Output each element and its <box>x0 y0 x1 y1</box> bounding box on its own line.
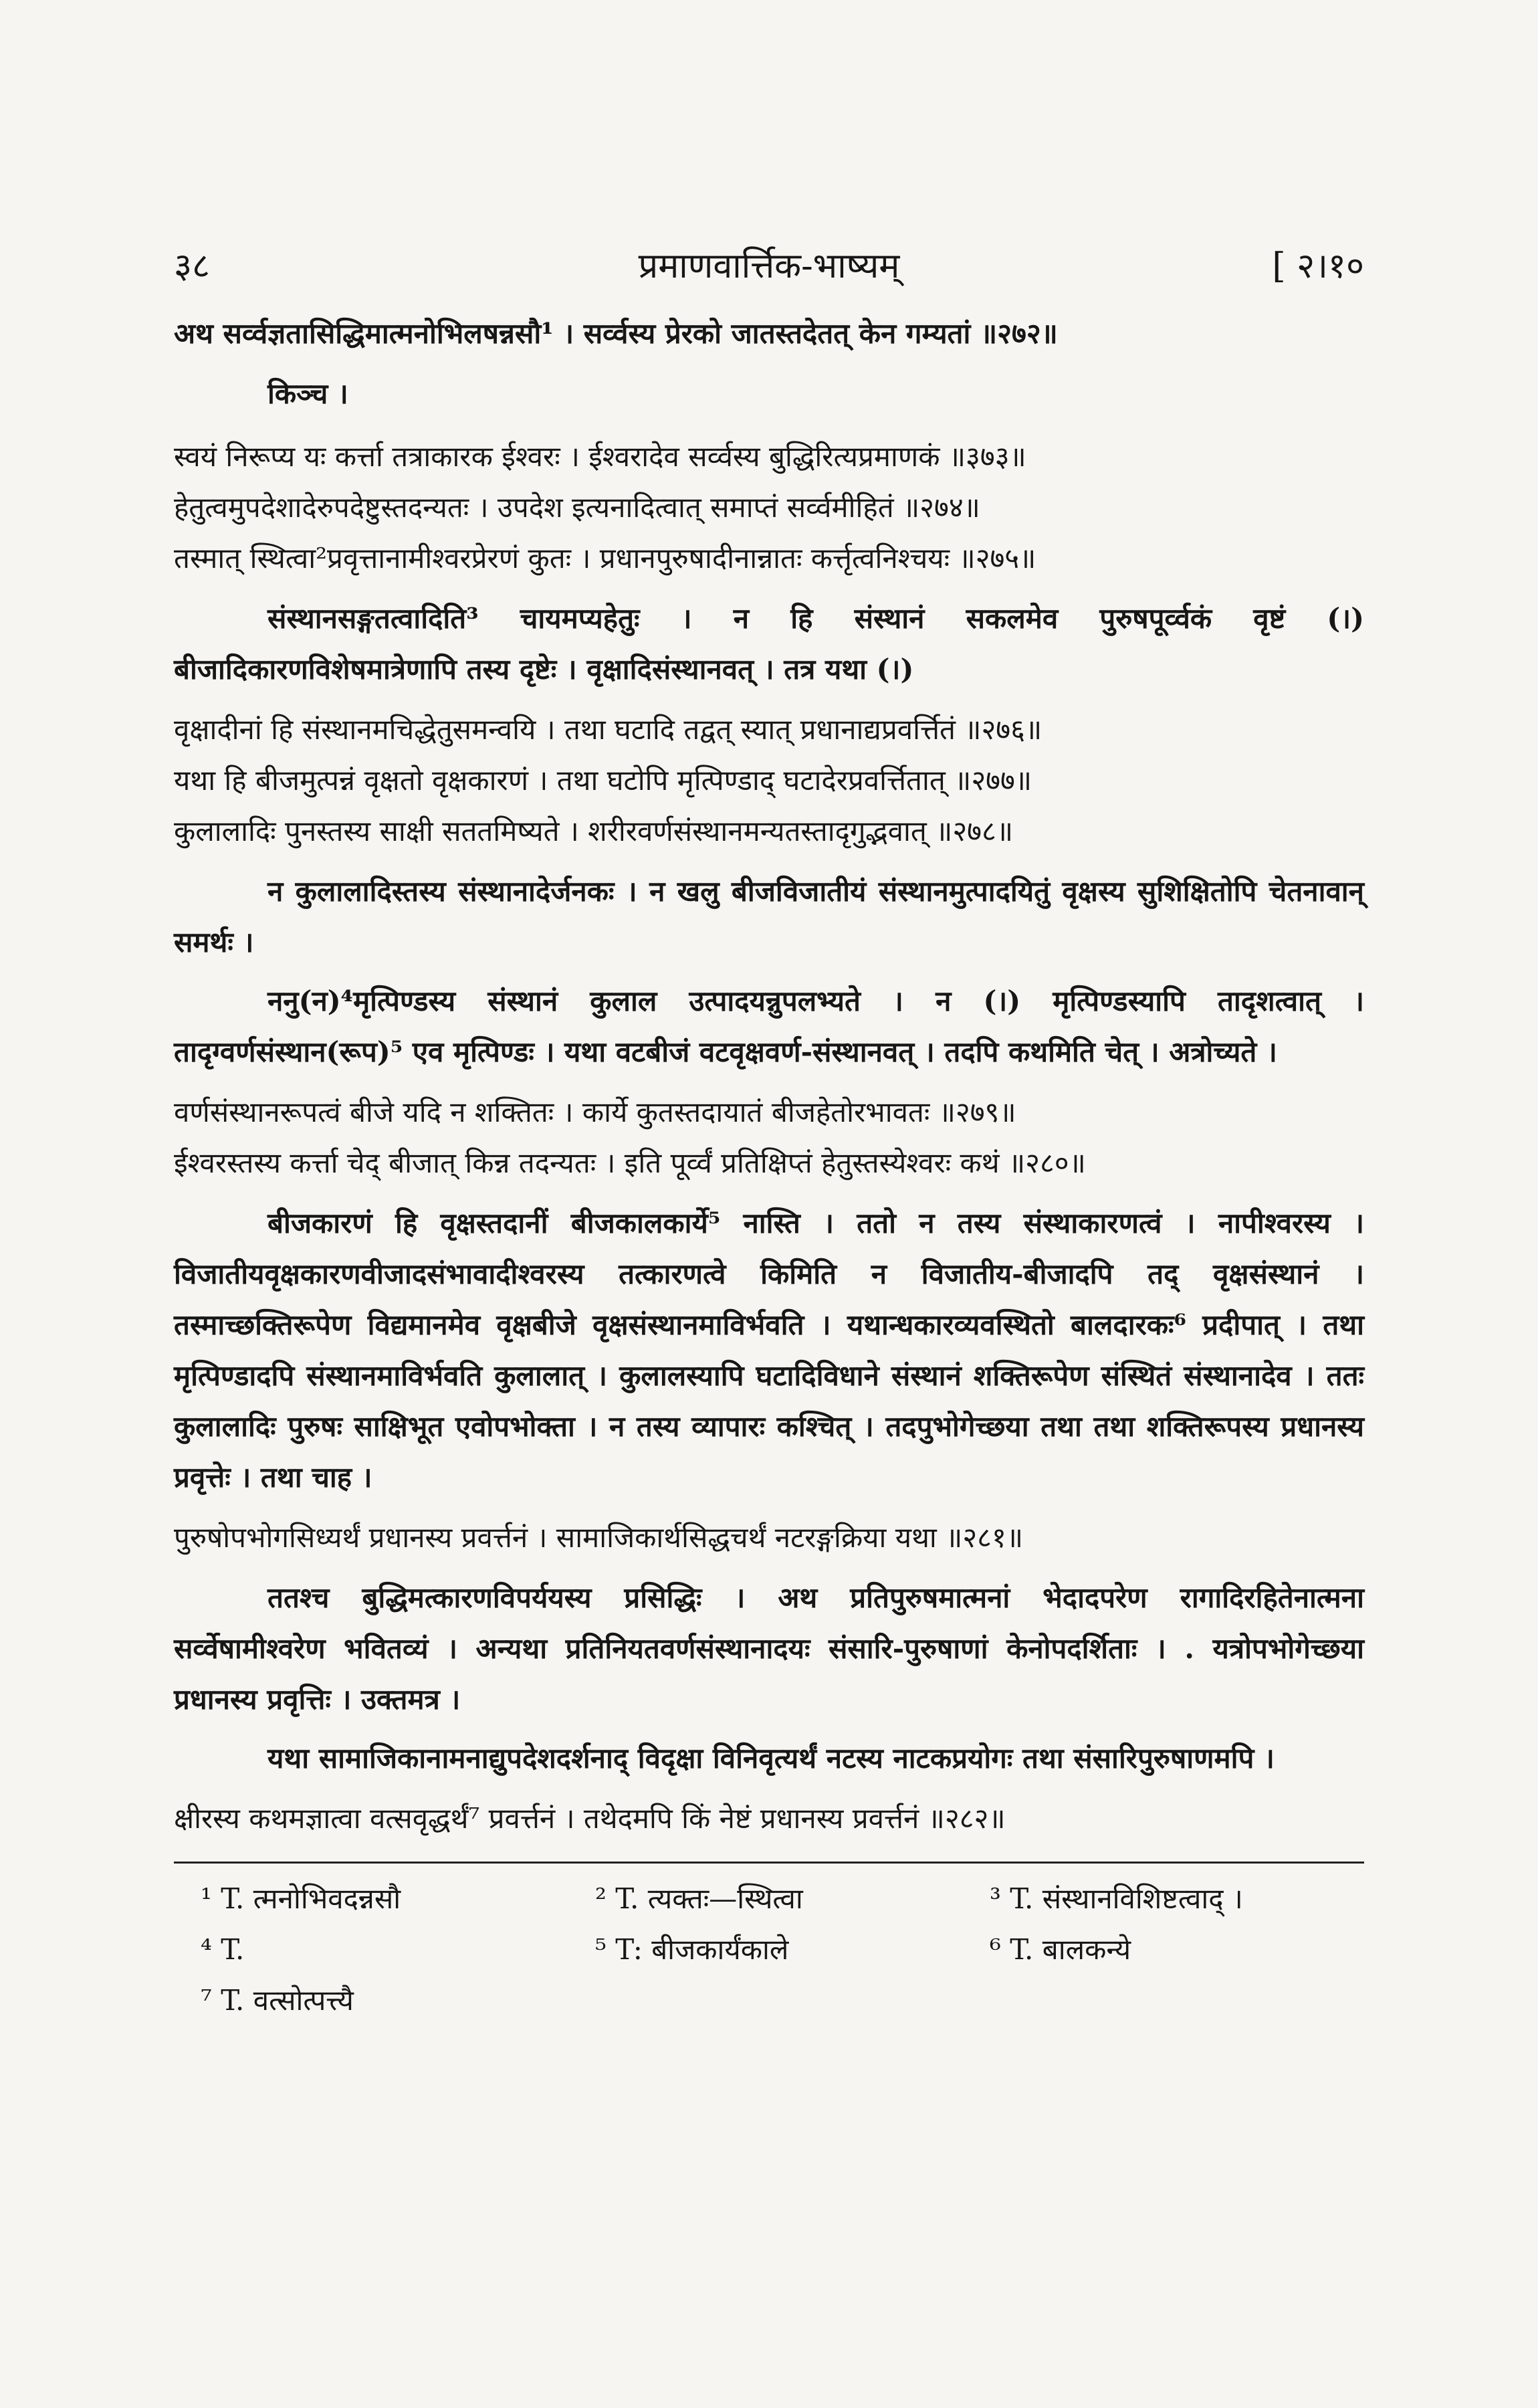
footnote-1: ¹ T. त्मनोभिवदन्नसौ <box>201 1882 401 1915</box>
verse-block-e <box>174 1512 1364 1563</box>
commentary-paragraph-4: बीजकारणं हि वृक्षस्तदानीं बीजकालकार्ये⁵ नास्ति । ततो न तस्य संस्थाकारणत्वं । नापीश्वरस्य । विजातीयवृक्षकारणवीजादसंभावादीश्वरस्य तत्कारणत्वे किमिति न विजातीय-बीजादपि तद् वृक्षसंस्थानं । तस्माच्छक्तिरूपेण विद्यमानमेव वृक्षबीजे वृक्षसंस्थानमाविर्भवति । यथान्धकारव्यवस्थितो बालदारकः⁶ प्रदीपात् । तथा मृत्पिण्डादपि संस्थानमाविर्भवति कुलालात् । कुलालस्यापि घटादिविधाने संस्थानं शक्तिरूपेण संस्थितं संस्थानादेव । ततः कुलालादिः पुरुषः साक्षिभूत एवोपभोक्ता । न तस्य व्यापारः कश्चित् । तदपुभोगेच्छया तथा तथा शक्तिरूपस्य प्रधानस्य प्रवृत्तेः । तथा चाह । <box>174 1207 1364 1494</box>
verse-block-b <box>174 431 1364 584</box>
kincha-line: किञ्च । <box>267 377 348 410</box>
verse-280: ईश्वरस्तस्य कर्त्ता चेद् बीजात् किन्न तदन्यतः । इति पूर्व्वं प्रतिक्षिप्तं हेतुस्तस्येश्वरः कथं ॥२८०॥ <box>174 1146 1086 1179</box>
footnote-7: ⁷ T. वत्सोत्पत्त्यै <box>201 1984 354 2017</box>
commentary-paragraph-3: ननु(न)⁴मृत्पिण्डस्य संस्थानं कुलाल उत्पादयन्नुपलभ्यते । न (।) मृत्पिण्डस्यापि तादृशत्वात् । तादृग्वर्णसंस्थान(रूप)⁵ एव मृत्पिण्डः । यथा वटबीजं वटवृक्षवर्ण-संस्थानवत् । तदपि कथमिति चेत् । अत्रोच्यते । <box>174 985 1364 1068</box>
verse-278: कुलालादिः पुनस्तस्य साक्षी सततमिष्यते । शरीरवर्णसंस्थानमन्यतस्तादृगुद्भवात् ॥२७८॥ <box>174 815 1014 847</box>
footnote-divider <box>174 1862 1364 1864</box>
verse-block-d <box>174 1087 1364 1189</box>
footnote-6: ⁶ T. बालकन्ये <box>990 1933 1131 1966</box>
commentary-paragraph-2: न कुलालादिस्तस्य संस्थानादेर्जनकः । न खलु बीजविजातीयं संस्थानमुत्पादयितुं वृक्षस्य सुशिक्षितोपि चेतनावान् समर्थः । <box>174 875 1364 959</box>
verse-273: स्वयं निरूप्य यः कर्त्ता तत्राकारक ईश्वरः । ईश्वरादेव सर्व्वस्य बुद्धिरित्यप्रमाणकं ॥३७३॥ <box>174 440 1026 473</box>
running-title: प्रमाणवार्त्तिक-भाष्यम् <box>638 246 900 286</box>
footnote-2: ² T. त्यक्तः—स्थित्वा <box>595 1882 803 1915</box>
footnotes <box>174 1876 1364 2024</box>
verse-276: वृक्षादीनां हि संस्थानमचिद्धेतुसमन्वयि । तथा घटादि तद्वत् स्यात् प्रधानाद्यप्रवर्त्तितं ॥२७६॥ <box>174 713 1042 746</box>
verse-281: पुरुषोपभोगसिध्यर्थं प्रधानस्य प्रवर्त्तनं । सामाजिकार्थसिद्धचर्थं नटरङ्गक्रिया यथा ॥२८१॥ <box>174 1521 1024 1554</box>
page-number: ३८ <box>174 246 211 286</box>
verse-272: अथ सर्व्वज्ञतासिद्धिमात्मनोभिलषन्नसौ¹ । सर्व्वस्य प्रेरको जातस्तदेतत् केन गम्यतां ॥२७२॥ <box>174 317 1058 350</box>
commentary-paragraph-1: संस्थानसङ्गतत्वादिति³ चायमप्यहेतुः । न हि संस्थानं सकलमेव पुरुषपूर्व्वकं वृष्टं (।) बीजादिकारणविशेषमात्रेणापि तस्य दृष्टेः । वृक्षादिसंस्थानवत् । तत्र यथा (।) <box>174 602 1364 686</box>
footnote-3: ³ T. संस्थानविशिष्टत्वाद् । <box>990 1882 1243 1915</box>
commentary-paragraph-6: यथा सामाजिकानामनाद्युपदेशदर्शनाद् विदृक्षा विनिवृत्यर्थं नटस्य नाटकप्रयोगः तथा संसारिपुरुषाणमपि । <box>267 1742 1275 1775</box>
verse-279: वर्णसंस्थानरूपत्वं बीजे यदि न शक्तितः । कार्ये कुतस्तदायातं बीजहेतोरभावतः ॥२७९॥ <box>174 1096 1016 1128</box>
footnote-4: ⁴ T. <box>201 1933 245 1966</box>
verse-282: क्षीरस्य कथमज्ञात्वा वत्सवृद्धर्थं⁷ प्रवर्त्तनं । तथेदमपि किं नेष्टं प्रधानस्य प्रवर्त्तनं ॥२८२॥ <box>174 1802 1006 1835</box>
commentary-paragraph-5: ततश्च बुद्धिमत्कारणविपर्ययस्य प्रसिद्धिः । अथ प्रतिपुरुषमात्मनां भेदादपरेण रागादिरहितेनात्मना सर्व्वेषामीश्वरेण भवितव्यं । अन्यथा प्रतिनियतवर्णसंस्थानादयः संसारि-पुरुषाणां केनोपदर्शिताः । . यत्रोपभोगेच्छया प्रधानस्य प्रवृत्तिः । उक्तमत्र । <box>174 1581 1364 1716</box>
section-reference: [ २।१० <box>1272 246 1364 286</box>
verse-275: तस्मात् स्थित्वा²प्रवृत्तानामीश्वरप्रेरणं कुतः । प्रधानपुरुषादीनान्नातः कर्त्तृत्वनिश्चयः ॥२७५॥ <box>174 542 1036 575</box>
verse-block-a <box>174 308 1364 359</box>
verse-block-c <box>174 704 1364 857</box>
verse-277: यथा हि बीजमुत्पन्नं वृक्षतो वृक्षकारणं । तथा घटोपि मृत्पिण्डाद् घटादेरप्रवर्त्तितात् ॥२७७॥ <box>174 764 1032 797</box>
verse-block-f <box>174 1793 1364 1844</box>
verse-274: हेतुत्वमुपदेशादेरुपदेष्टुस्तदन्यतः । उपदेश इत्यनादित्वात् समाप्तं सर्व्वमीहितं ॥२७४॥ <box>174 491 980 524</box>
page-header <box>174 241 1364 288</box>
footnote-5: ⁵ T: बीजकार्यंकाले <box>595 1933 789 1966</box>
